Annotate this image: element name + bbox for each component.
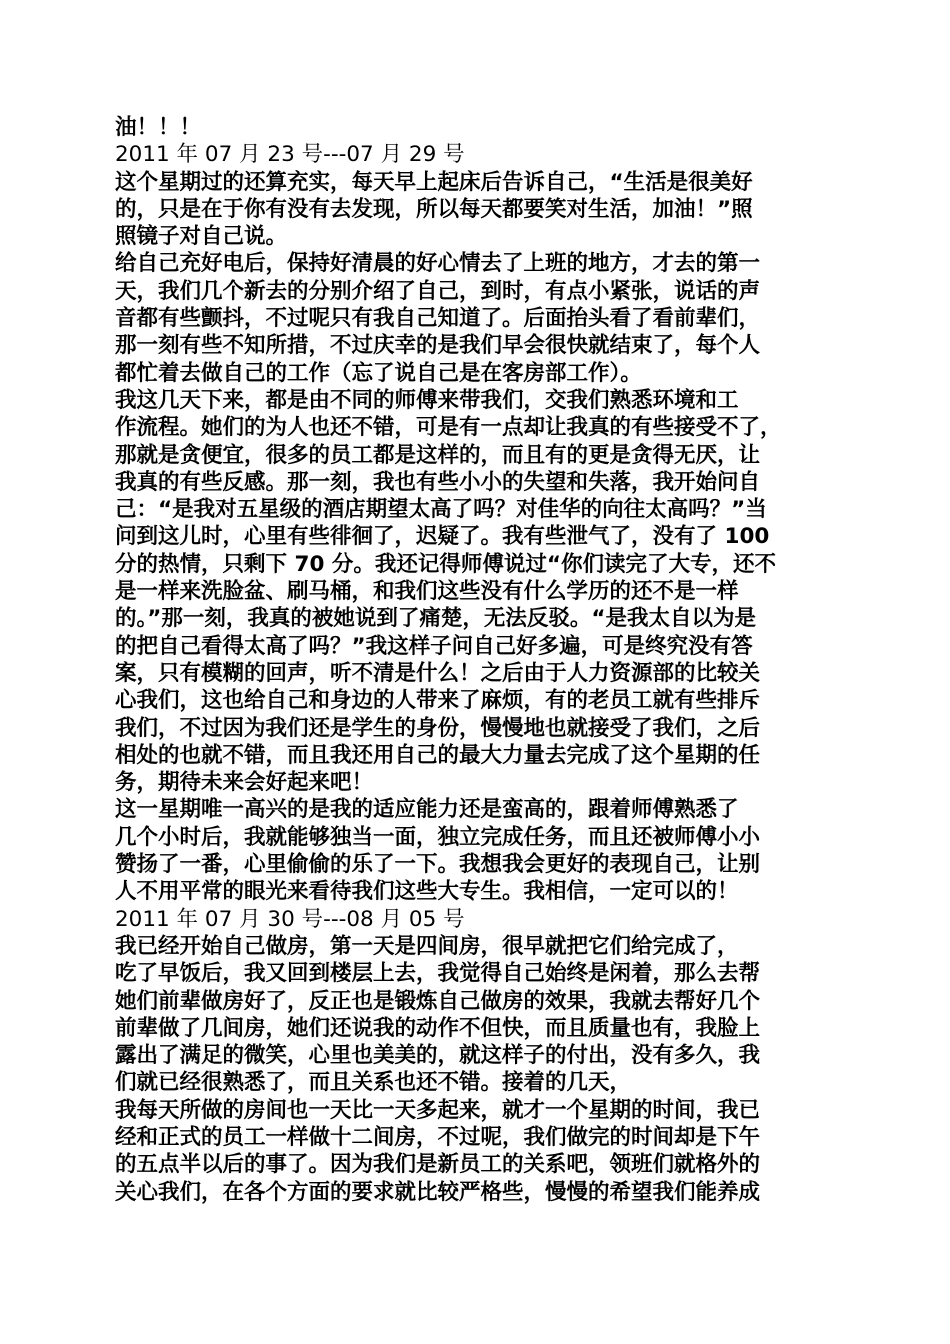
text-line: 我已经开始自己做房，第一天是四间房，很早就把它们给完成了， — [115, 933, 739, 959]
text-line: 问到这儿时，心里有些徘徊了，迟疑了。我有些泄气了，没有了 100 — [115, 524, 770, 550]
text-line: 我真的有些反感。那一刻，我也有些小小的失望和失落，我开始问自 — [115, 469, 761, 495]
text-line: 经和正式的员工一样做十二间房，不过呢，我们做完的时间却是下午 — [115, 1124, 761, 1150]
text-line: 的把自己看得太高了吗？”我这样子问自己好多遍，可是终究没有答 — [115, 633, 753, 659]
text-line: 那一刻有些不知所措，不过庆幸的是我们早会很快就结束了，每个人 — [115, 333, 761, 359]
text-line: 吃了早饭后，我又回到楼层上去，我觉得自己始终是闲着，那么去帮 — [115, 961, 761, 987]
text-line: 我这几天下来，都是由不同的师傅来带我们，交我们熟悉环境和工 — [115, 387, 739, 413]
text-line: 分的热情，只剩下 70 分。我还记得师傅说过“你们读完了大专，还不 — [115, 551, 777, 577]
text-line: 这个星期过的还算充实，每天早上起床后告诉自己，“生活是很美好 — [115, 169, 753, 195]
text-line: 我每天所做的房间也一天比一天多起来，就才一个星期的时间，我已 — [115, 1097, 761, 1123]
text-line: 这一星期唯一高兴的是我的适应能力还是蛮高的，跟着师傅熟悉了 — [115, 797, 739, 823]
text-line: 的五点半以后的事了。因为我们是新员工的关系吧，领班们就格外的 — [115, 1152, 761, 1178]
text-line: 赞扬了一番，心里偷偷的乐了一下。我想我会更好的表现自己，让别 — [115, 852, 761, 878]
text-line: 几个小时后，我就能够独当一面，独立完成任务，而且还被师傅小小 — [115, 824, 761, 850]
text-line: 案，只有模糊的回声，听不清是什么！之后由于人力资源部的比较关 — [115, 660, 761, 686]
date-heading-line: 2011 年 07 月 23 号---07 月 29 号 — [115, 142, 465, 168]
text-line: 务，期待未来会好起来吧！ — [115, 770, 374, 796]
text-line: 都忙着去做自己的工作（忘了说自己是在客房部工作）。 — [115, 360, 642, 386]
text-line: 人不用平常的眼光来看待我们这些大专生。我相信，一定可以的！ — [115, 879, 739, 905]
text-line: 那就是贪便宜，很多的员工都是这样的，而且有的更是贪得无厌，让 — [115, 442, 761, 468]
text-line: 我们，不过因为我们还是学生的身份，慢慢地也就接受了我们，之后 — [115, 715, 761, 741]
text-line: 给自己充好电后，保持好清晨的好心情去了上班的地方，才去的第一 — [115, 251, 761, 277]
text-line: 露出了满足的微笑，心里也美美的，就这样子的付出，没有多久，我 — [115, 1043, 761, 1069]
text-line: 们就已经很熟悉了，而且关系也还不错。接着的几天， — [115, 1070, 632, 1096]
date-heading-line: 2011 年 07 月 30 号---08 月 05 号 — [115, 906, 465, 932]
text-line: 关心我们，在各个方面的要求就比较严格些，慢慢的希望我们能养成 — [115, 1179, 761, 1205]
text-line: 心我们，这也给自己和身边的人带来了麻烦，有的老员工就有些排斥 — [115, 688, 761, 714]
text-line: 她们前辈做房好了，反正也是锻炼自己做房的效果，我就去帮好几个 — [115, 988, 761, 1014]
text-line: 的。”那一刻，我真的被她说到了痛楚，无法反驳。“是我太自以为是 — [115, 606, 757, 632]
text-line: 油！！！ — [115, 115, 202, 140]
text-line: 的，只是在于你有没有去发现，所以每天都要笑对生活，加油！”照 — [115, 196, 753, 222]
text-line: 天，我们几个新去的分别介绍了自己，到时，有点小紧张，说话的声 — [115, 278, 761, 304]
text-line: 前辈做了几间房，她们还说我的动作不但快，而且质量也有，我脸上 — [115, 1015, 761, 1041]
text-line: 照镜子对自己说。 — [115, 224, 288, 250]
text-line: 是一样来洗脸盆、刷马桶，和我们这些没有什么学历的还不是一样 — [115, 579, 739, 605]
text-line: 己：“是我对五星级的酒店期望太高了吗？对佳华的向往太高吗？”当 — [115, 497, 767, 523]
text-line: 作流程。她们的为人也还不错，可是有一点却让我真的有些接受不了， — [115, 415, 782, 441]
document-body — [115, 114, 850, 1206]
text-line: 相处的也就不错，而且我还用自己的最大力量去完成了这个星期的任 — [115, 742, 761, 768]
text-line: 音都有些颤抖，不过呢只有我自己知道了。后面抬头看了看前辈们， — [115, 306, 761, 332]
